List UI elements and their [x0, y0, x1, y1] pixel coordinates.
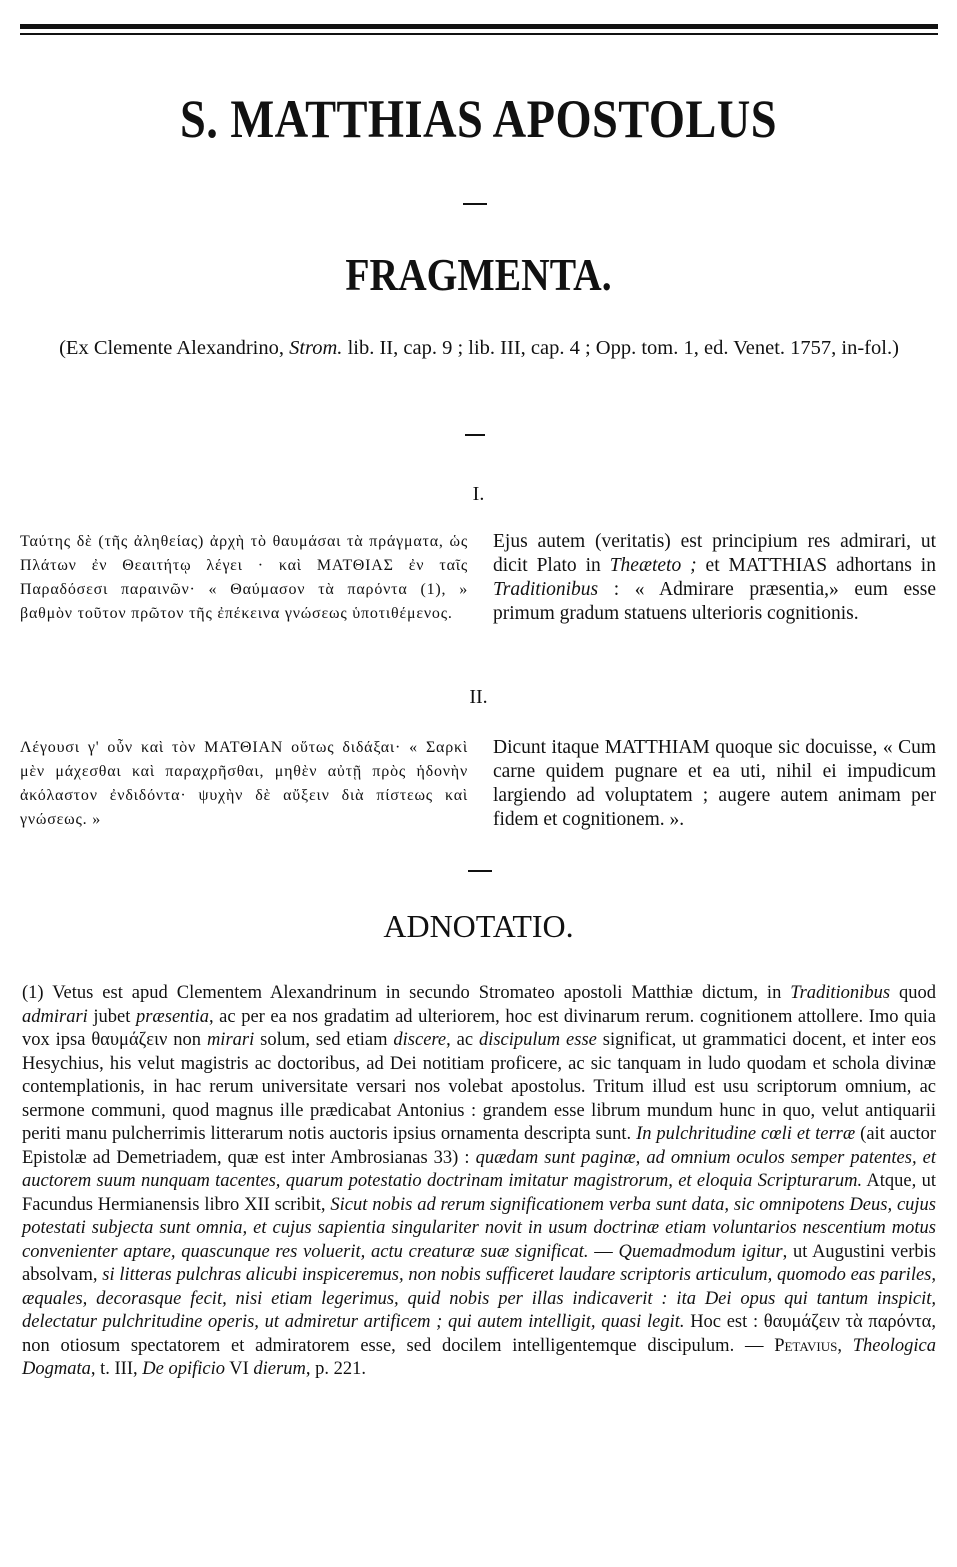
- adnotatio-segment: dierum: [253, 1359, 306, 1379]
- adnotatio-segment: Traditionibus: [790, 983, 891, 1003]
- adnotatio-segment: Hoc est : θαυμάζειν τὰ παρόντα, non otiosum spectatorem et admiratorem esse, sed docilem intelligentemque discipulum. —: [22, 1312, 936, 1356]
- adnotatio-segment: , ac: [446, 1030, 479, 1050]
- source-dash: [465, 434, 485, 436]
- adnotatio-segment: mirari: [206, 1030, 255, 1050]
- adnotatio-segment: scribit,: [269, 1194, 331, 1215]
- adnotatio-segment: XII: [244, 1194, 270, 1215]
- adnotatio-segment: præsentia: [135, 1006, 209, 1027]
- adnotatio-segment: solum, sed etiam: [254, 1030, 394, 1050]
- adnotatio-paragraph: [22, 982, 936, 1382]
- adnotatio-heading: ADNOTATIO.: [383, 908, 574, 944]
- adnotatio-segment: Theologica Dogmata: [22, 1335, 936, 1379]
- adnotatio-segment: si litteras pulchras alicubi inspiceremus, non nobis sufficeret laudare scriptoris articulum, quomodo eas pariles, æquales, decorasque fecit, nisi etiam legerimus, quid nobis per illas indicaverit : ita Dei opus qui tantum inspicit, delectatur pulchritudine operis, ut admiretur artificem ; qui autem intelligit, quasi legit.: [22, 1265, 936, 1332]
- adnotatio-segment: Atque, ut Facundus Hermianensis libro: [22, 1171, 936, 1215]
- fragment-numeral-1: I.: [472, 483, 485, 505]
- adnotatio-segment: —: [588, 1241, 619, 1262]
- adnotatio-segment: , p. 221.: [305, 1359, 366, 1379]
- top-rule-thick: [20, 24, 938, 29]
- adnotatio-segment: Quemadmodum igitur: [618, 1241, 783, 1262]
- page-title: S. MATTHIAS APOSTOLUS: [179, 89, 778, 149]
- fragment-1-latin: Ejus autem (veritatis) est principium res admirari, ut dicit Plato in Theæteto ; et MATTHIAS adhortans in Traditionibus : « Admirare præsentia,» eum esse primum gradum statuens ulterioris cognitionis.: [493, 531, 936, 624]
- adnotatio-segment: quod: [890, 983, 937, 1003]
- top-rule-thin: [20, 33, 938, 35]
- fragment-2-latin: Dicunt itaque MATTHIAM quoque sic docuisse, « Cum carne quidem pugnare et ea uti, nihil ei impudicum largiendo ad voluptatem ; augere autem animam per fidem et cognitionem. ».: [493, 737, 936, 830]
- adnotatio-segment: Sicut nobis ad rerum significationem verba sunt data, sic omnipotens Deus, cujus potestati subjecta sunt omnia, et cujus sapientia singulariter novit in usum doctrinæ etiam voluntarios nescentium motus convenienter aptare, quascunque res voluerit, actu creaturæ suæ significat.: [22, 1194, 936, 1262]
- section-title: FRAGMENTA.: [345, 249, 612, 300]
- adnotatio-segment: discipulum esse: [478, 1030, 597, 1050]
- adnotatio-segment: jubet: [87, 1006, 136, 1027]
- adnotatio-segment: (1) Vetus est apud Clementem Alexandrinum in secundo Stromateo apostoli Matthiæ dictum, in: [22, 983, 791, 1003]
- adnotatio-segment: (ait auctor Epistolæ ad Demetriadem, quæ est inter Ambrosianas 33) :: [22, 1124, 936, 1168]
- adnotatio-segment: admirari: [22, 1006, 88, 1027]
- adnotatio-segment: Petavius: [774, 1335, 838, 1356]
- fragments-dash: [468, 870, 492, 872]
- fragment-2-greek: Λέγουσι γ' οὖν καὶ τὸν ΜΑΤΘΙΑΝ οὕτως διδάξαι· « Σαρκὶ μὲν μάχεσθαι καὶ παραχρῆσθαι, μηθὲν αὐτῇ πρὸς ἡδονὴν ἀκόλαστον ἐνδιδόντα· ψυχὴν δὲ αὔξειν διὰ πίστεως καὶ γνώσεως. »: [20, 739, 468, 828]
- adnotatio-body: [22, 982, 936, 1382]
- adnotatio-segment: , ac per ea nos gradatim ad ulteriorem, hoc est divinarum rerum. cognitionem attollere. Imo quia vox ipsa θαυμάζειν non: [22, 1006, 936, 1050]
- fragment-1-greek: Ταύτης δὲ (τῆς ἀληθείας) ἀρχὴ τὸ θαυμάσαι τὰ πράγματα, ὡς Πλάτων ἐν Θεαιτήτῳ λέγει · καὶ ΜΑΤΘΙΑΣ ἐν ταῖς Παραδόσεσι παραινῶν· « Θαύμασον τὰ παρόντα (1), » βαθμὸν τοῦτον πρῶτον τῆς ἐπέκεινα γνώσεως ὑποτιθέμενος.: [20, 533, 468, 622]
- title-dash: [463, 203, 487, 205]
- adnotatio-segment: In pulchritudine cœli et terræ: [636, 1124, 856, 1144]
- fragment-numeral-2: II.: [469, 686, 488, 708]
- adnotatio-segment: De opificio: [142, 1359, 225, 1379]
- source-note: (Ex Clemente Alexandrino, Strom. lib. II, cap. 9 ; lib. III, cap. 4 ; Opp. tom. 1, ed. Venet. 1757, in-fol.): [59, 337, 899, 359]
- adnotatio-segment: , ut Augustini verbis absolvam,: [22, 1241, 937, 1285]
- adnotatio-segment: ,: [837, 1335, 853, 1356]
- adnotatio-segment: discere: [393, 1030, 447, 1050]
- adnotatio-segment: VI: [224, 1359, 254, 1379]
- adnotatio-segment: significat, ut grammatici docent, et inter eos Hesychius, his velut magistris ac doctoribus, ad Dei notitiam proficere, ac sic tanquam in ludo quodam et schola divinæ contemplationis, in hac rerum universitate versari nos volebat apostolus. Tritum illud est usu scriptorum omnium, ac sermone communi, quod magnus ille prædicabat Antonius : grandem esse librum mundum hunc in quo, velut antiquarii periti manu pulcherrimis litterarum notis auctoris ipsius ornamenta descripta sunt.: [22, 1030, 937, 1144]
- adnotatio-segment: quædam sunt paginæ, ad omnium oculos semper patentes, et auctorem suum nunquam tacentes, quarum potestatio doctrinam imitatur magistrorum, et eloquia Scripturarum.: [22, 1147, 936, 1191]
- adnotatio-segment: , t. III,: [90, 1359, 143, 1379]
